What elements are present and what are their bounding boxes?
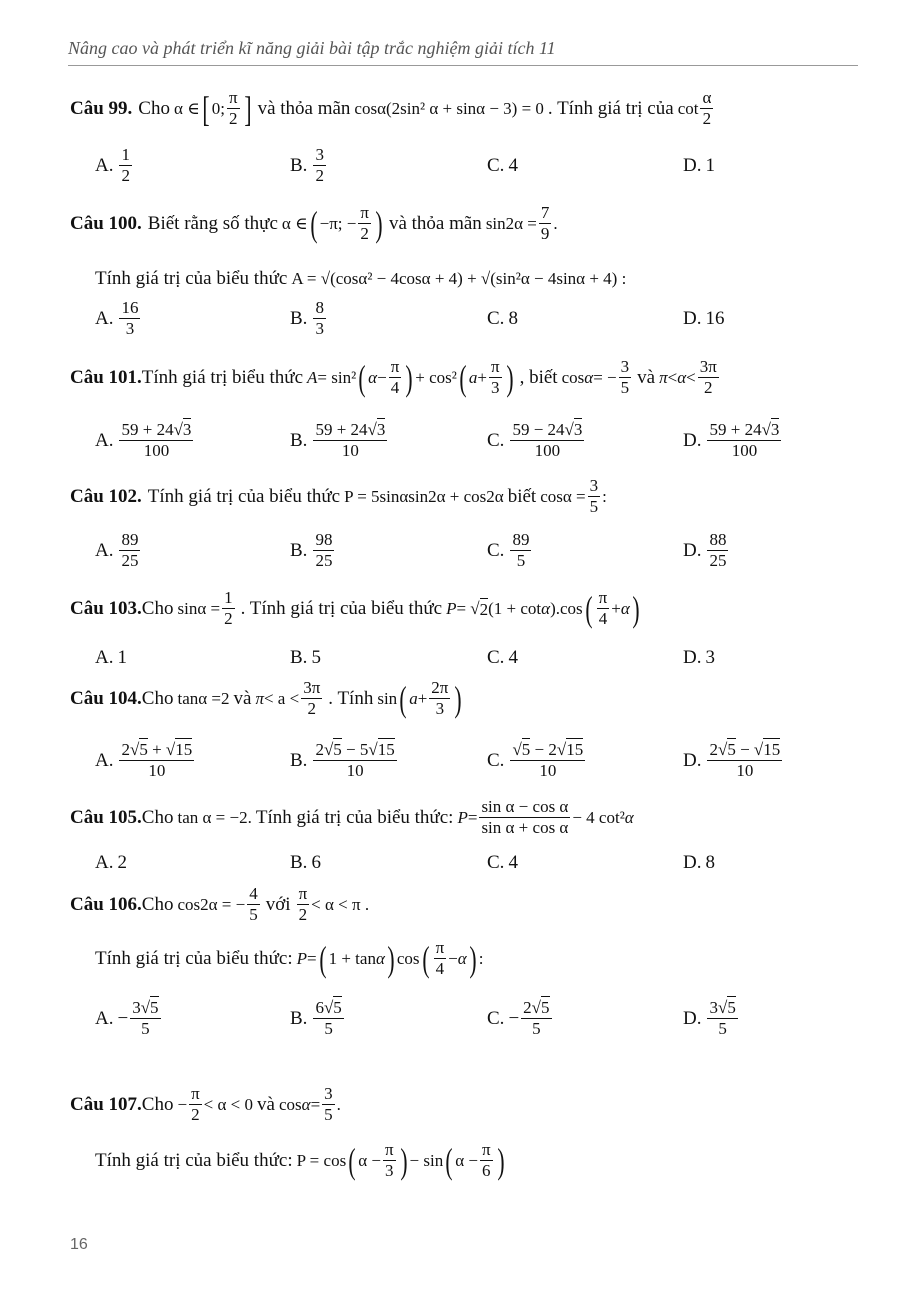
option-b[interactable]: B. 3 2	[290, 145, 324, 185]
q-text: Cho	[141, 687, 174, 709]
q-text: Cho	[141, 1093, 174, 1115]
math: π < α < 3π 2	[659, 357, 717, 397]
math: α ∈ ( −π; − π 2 )	[281, 203, 383, 244]
option-letter: B.	[290, 539, 308, 561]
q-text: với	[265, 893, 291, 915]
option-value: 3	[705, 647, 715, 668]
q-text: Tính giá trị của biểu thức:	[95, 1149, 293, 1171]
option-a[interactable]: A. − 3√5 5	[95, 998, 159, 1038]
option-letter: A.	[95, 154, 114, 176]
option-letter: B.	[290, 154, 308, 176]
question-104	[70, 678, 468, 719]
q-text: và	[257, 1093, 275, 1115]
option-d[interactable]: D. 88 25	[683, 530, 727, 570]
math: tan α = −2.	[177, 807, 252, 827]
math: P = √ 2 (1 + cot α ).cos ( π 4 + α )	[446, 588, 640, 629]
option-c[interactable]	[487, 647, 518, 669]
q-text: và	[637, 366, 656, 388]
question-99	[70, 88, 719, 129]
math: P = 5sinαsin2α + cos2α	[344, 486, 504, 506]
question-label: Câu 103.	[70, 597, 142, 619]
option-value: 4	[508, 155, 518, 176]
question-107-sub	[95, 1140, 511, 1181]
q-text: biết	[507, 485, 537, 507]
option-letter: A.	[95, 852, 114, 873]
question-label: Câu 99.	[70, 97, 133, 119]
option-d[interactable]	[683, 852, 715, 874]
option-letter: D.	[683, 749, 702, 771]
options-100	[95, 298, 855, 346]
options-103	[95, 647, 855, 673]
q-text: Tính giá trị của biểu thức	[147, 485, 341, 507]
question-label: Câu 105.	[70, 806, 142, 828]
q-text: , biết	[519, 366, 558, 388]
option-value: 4	[508, 852, 518, 873]
option-letter: B.	[290, 429, 308, 451]
option-d[interactable]: D. 3√5 5	[683, 998, 736, 1038]
option-letter: C.	[487, 429, 505, 451]
option-b[interactable]: B. 8 3	[290, 298, 324, 338]
q-text: và thỏa mãn	[388, 212, 482, 234]
options-102	[95, 530, 855, 578]
q-text: . Tính giá trị của biểu thức	[240, 597, 443, 619]
options-101	[95, 420, 855, 468]
option-value: 6	[311, 852, 321, 873]
option-letter: C.	[487, 852, 505, 873]
option-letter: A.	[95, 307, 114, 329]
question-label: Câu 101.	[70, 366, 142, 388]
option-letter: C.	[487, 308, 505, 329]
option-letter: C.	[487, 539, 505, 561]
question-107	[70, 1084, 345, 1125]
q-text: và	[233, 687, 252, 709]
option-value: 1	[117, 647, 127, 668]
option-d[interactable]	[683, 308, 724, 330]
option-letter: C.	[487, 1007, 505, 1029]
question-106	[70, 884, 373, 925]
option-value: 8	[705, 852, 715, 873]
option-b[interactable]: B. 6√5 5	[290, 998, 342, 1038]
question-label: Câu 102.	[70, 485, 142, 507]
option-letter: D.	[683, 852, 702, 873]
options-106	[95, 998, 855, 1046]
option-a[interactable]: A. 16 3	[95, 298, 139, 338]
option-b[interactable]: B. 59 + 24√3 10	[290, 420, 386, 460]
math: π 2 < α < π .	[298, 884, 370, 924]
option-value: 16	[705, 308, 725, 329]
option-a[interactable]: A. 89 25	[95, 530, 139, 570]
option-a[interactable]	[95, 852, 127, 874]
option-letter: D.	[683, 429, 702, 451]
option-a[interactable]: A. 2√5 + √15 10	[95, 740, 193, 780]
option-letter: A.	[95, 749, 114, 771]
option-letter: C.	[487, 647, 505, 668]
math: cos α = − 3 5	[561, 357, 630, 397]
math: cosα = 3 5 :	[540, 476, 607, 516]
question-label: Câu 106.	[70, 893, 142, 915]
option-a[interactable]	[95, 647, 127, 669]
option-value: 5	[311, 647, 321, 668]
option-letter: D.	[683, 539, 702, 561]
option-letter: B.	[290, 1007, 308, 1029]
option-letter: D.	[683, 647, 702, 668]
q-text: Cho	[141, 893, 174, 915]
math: P = sin α − cos α sin α + cos α − 4 cot² α	[457, 797, 634, 837]
question-105	[70, 797, 638, 838]
math: P = cos ( α − π 3 ) − sin ( α − π 6 )	[296, 1140, 505, 1181]
option-letter: C.	[487, 749, 505, 771]
q-text: và thỏa mãn	[257, 97, 351, 119]
option-value: 2	[117, 852, 127, 873]
math: cot α 2	[677, 88, 712, 128]
page-number: 16	[70, 1236, 88, 1253]
options-104	[95, 740, 855, 788]
question-101	[70, 357, 725, 398]
page-header: Nâng cao và phát triển kĩ năng giải bài tập trắc nghiệm giải tích 11	[68, 38, 858, 66]
math: α ∈ [ 0; π 2 ]	[173, 88, 252, 129]
option-letter: B.	[290, 647, 308, 668]
option-d[interactable]: D. 59 + 24√3 100	[683, 420, 780, 460]
options-105	[95, 852, 855, 878]
option-c[interactable]: C. − 2√5 5	[487, 998, 550, 1038]
option-value: 8	[508, 308, 518, 329]
option-value: 1	[705, 155, 715, 176]
option-letter: B.	[290, 749, 308, 771]
option-letter: A.	[95, 539, 114, 561]
math: cos α = 3 5 .	[278, 1084, 341, 1124]
option-a[interactable]: A. 1 2	[95, 145, 130, 185]
option-b[interactable]: B. 2√5 − 5√15 10	[290, 740, 395, 780]
question-103	[70, 588, 646, 629]
math: cosα(2sin² α + sinα − 3) = 0	[354, 98, 544, 118]
math: tanα =2	[177, 688, 230, 708]
option-b[interactable]	[290, 647, 321, 669]
math: P = ( 1 + tan α ) cos ( π 4 − α ) :	[296, 938, 484, 979]
q-text: . Tính giá trị của	[547, 97, 674, 119]
option-c[interactable]: C. 89 5	[487, 530, 530, 570]
options-99	[95, 145, 855, 193]
math: sinα = 1 2	[177, 588, 233, 628]
q-text: Biết rằng số thực	[147, 212, 278, 234]
option-letter: A.	[95, 429, 114, 451]
option-c[interactable]	[487, 308, 518, 330]
option-value: 4	[508, 647, 518, 668]
option-c[interactable]	[487, 155, 518, 177]
question-label: Câu 107.	[70, 1093, 142, 1115]
option-d[interactable]: D. 2√5 − √15 10	[683, 740, 781, 780]
q-text: Tính giá trị của biểu thức:	[255, 806, 454, 828]
math: − π 2 < α < 0	[177, 1084, 254, 1124]
option-d[interactable]	[683, 155, 715, 177]
option-letter: D.	[683, 1007, 702, 1029]
q-text: Cho	[138, 97, 170, 119]
math: A = sin² ( α − π 4 ) + cos² ( a + π 3 )	[307, 357, 514, 398]
option-c[interactable]: C. 59 − 24√3 100	[487, 420, 583, 460]
question-label: Câu 100.	[70, 212, 142, 234]
math: π < a < 3π 2	[255, 678, 321, 718]
question-100	[70, 203, 562, 244]
q-text: . Tính	[328, 687, 374, 709]
math: A = √(cosα² − 4cosα + 4) + √(sin²α − 4sinα + 4) :	[291, 269, 627, 288]
math: sin ( a + 2π 3 )	[377, 678, 462, 719]
option-c[interactable]: C. √5 − 2√15 10	[487, 740, 584, 780]
option-letter: D.	[683, 155, 702, 176]
question-102	[70, 476, 611, 517]
q-text: Cho	[141, 806, 174, 828]
option-d[interactable]	[683, 647, 715, 669]
q-text: Tính giá trị của biểu thức	[95, 268, 288, 289]
q-text: Cho	[141, 597, 174, 619]
option-b[interactable]: B. 98 25	[290, 530, 333, 570]
question-100-sub	[95, 268, 630, 290]
option-letter: C.	[487, 155, 505, 176]
question-106-sub	[95, 938, 487, 979]
option-b[interactable]	[290, 852, 321, 874]
option-letter: D.	[683, 308, 702, 329]
option-letter: B.	[290, 852, 308, 873]
option-letter: B.	[290, 307, 308, 329]
q-text: Tính giá trị của biểu thức:	[95, 947, 293, 969]
math: sin2α = 7 9 .	[485, 203, 558, 243]
q-text: Tính giá trị biểu thức	[141, 366, 303, 388]
math: cos2α = − 4 5	[177, 884, 258, 924]
question-label: Câu 104.	[70, 687, 142, 709]
option-c[interactable]	[487, 852, 518, 874]
option-letter: A.	[95, 647, 114, 668]
option-letter: A.	[95, 1007, 114, 1029]
option-a[interactable]: A. 59 + 24√3 100	[95, 420, 192, 460]
